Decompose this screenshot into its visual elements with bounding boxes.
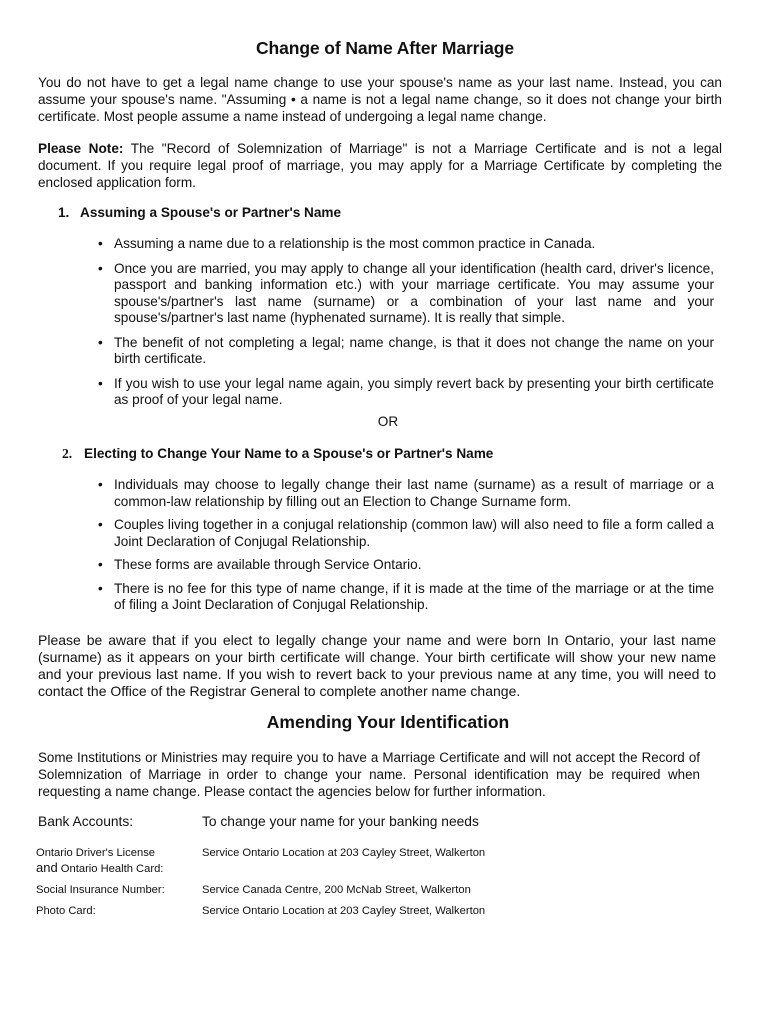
list-item: • There is no fee for this type of name change, if it is made at the time of the marriage or at the time of filing a Joint Declaration of Conjugal Relationship. — [98, 580, 714, 612]
agency-value: To change your name for your banking needs — [202, 814, 479, 829]
list-item: • Assuming a name due to a relationship is the most common practice in Canada. — [98, 236, 596, 251]
bullet-icon: • — [98, 580, 103, 596]
page-title: Change of Name After Marriage — [255, 38, 515, 58]
list-item: • Individuals may choose to legally change their last name (surname) as a result of marriage or a common-law relationship by filling out an Election to Change Surname form. — [98, 477, 714, 509]
please-note-paragraph — [38, 140, 722, 191]
section-2-heading — [62, 446, 493, 462]
please-note-text: The "Record of Solemnization of Marriage" is not a Marriage Certificate and is not a legal document. If you require legal proof of marriage, you may apply for a Marriage Certificate by completing the enclosed application form. — [38, 141, 722, 190]
agency-label-line2: and Ontario Health Card: — [36, 860, 164, 875]
list-item: • These forms are available through Service Ontario. — [98, 557, 422, 572]
section-1-title: Assuming a Spouse's or Partner's Name — [80, 205, 342, 220]
section-1-list — [98, 236, 714, 417]
section-1-number: 1. — [58, 205, 70, 220]
section-2-number: 2. — [62, 446, 73, 461]
section-2-list — [98, 477, 714, 621]
section-2-title: Electing to Change Your Name to a Spouse's or Partner's Name — [84, 446, 494, 461]
bullet-icon: • — [98, 260, 103, 276]
section-1-heading — [58, 205, 341, 220]
bullet-icon: • — [98, 557, 103, 572]
agency-value: Service Ontario Location at 203 Cayley Street, Walkerton — [202, 847, 486, 859]
list-item: • Couples living together in a conjugal relationship (common law) will also need to file a form called a Joint Declaration of Conjugal Relationship. — [98, 517, 714, 549]
amending-intro: Some Institutions or Ministries may require you to have a Marriage Certificate and will not accept the Record of Solemnization of Marriage in order to change your name. Personal identification may be required when requesting a name change. Please contact the agencies below for further information. — [38, 750, 700, 799]
list-item: • The benefit of not completing a legal; name change, is that it does not change the name on your birth certificate. — [98, 334, 714, 366]
please-note-label: Please Note: — [38, 141, 124, 156]
intro-paragraph: You do not have to get a legal name change to use your spouse's name as your last name. Instead, you can assume your spouse's name. "Assuming • a name is not a legal name change, so it does not change your birth certificate. Most people assume a name instead of undergoing a legal name change. — [38, 75, 722, 124]
bullet-icon: • — [98, 477, 103, 492]
bullet-icon: • — [98, 517, 103, 532]
list-item: • If you wish to use your legal name again, you simply revert back by presenting your birth certificate as proof of your legal name. — [98, 375, 714, 407]
agency-label: Bank Accounts: — [38, 814, 134, 829]
agency-value: Service Ontario Location at 203 Cayley Street, Walkerton — [202, 905, 486, 917]
ontario-birth-note: Please be aware that if you elect to legally change your name and were born In Ontario, your last name (surname) as it appears on your birth certificate will change. Your birth certificate will show your new name and your previous last name. If you wish to revert back to your previous name at any time, you will need to contact the Office of the Registrar General to complete another name change. — [38, 632, 716, 699]
bullet-icon: • — [98, 334, 103, 350]
amending-title: Amending Your Identification — [266, 712, 510, 732]
bullet-icon: • — [98, 236, 103, 251]
list-item: • Once you are married, you may apply to change all your identification (health card, driver's licence, passport and banking information etc.) with your marriage certificate. You may assume your spouse's/partner's last name (surname) or a combination of your last name and your spouse's/partner's last name (hyphenated surname). It is really that simple. — [98, 260, 714, 325]
agency-label: Photo Card: — [36, 905, 96, 917]
agency-label: Social Insurance Number: — [36, 884, 165, 896]
agency-label: Ontario Driver's License — [36, 847, 156, 859]
or-separator: OR — [377, 414, 399, 429]
agency-value: Service Canada Centre, 200 McNab Street, Walkerton — [202, 884, 471, 896]
bullet-icon: • — [98, 375, 103, 391]
